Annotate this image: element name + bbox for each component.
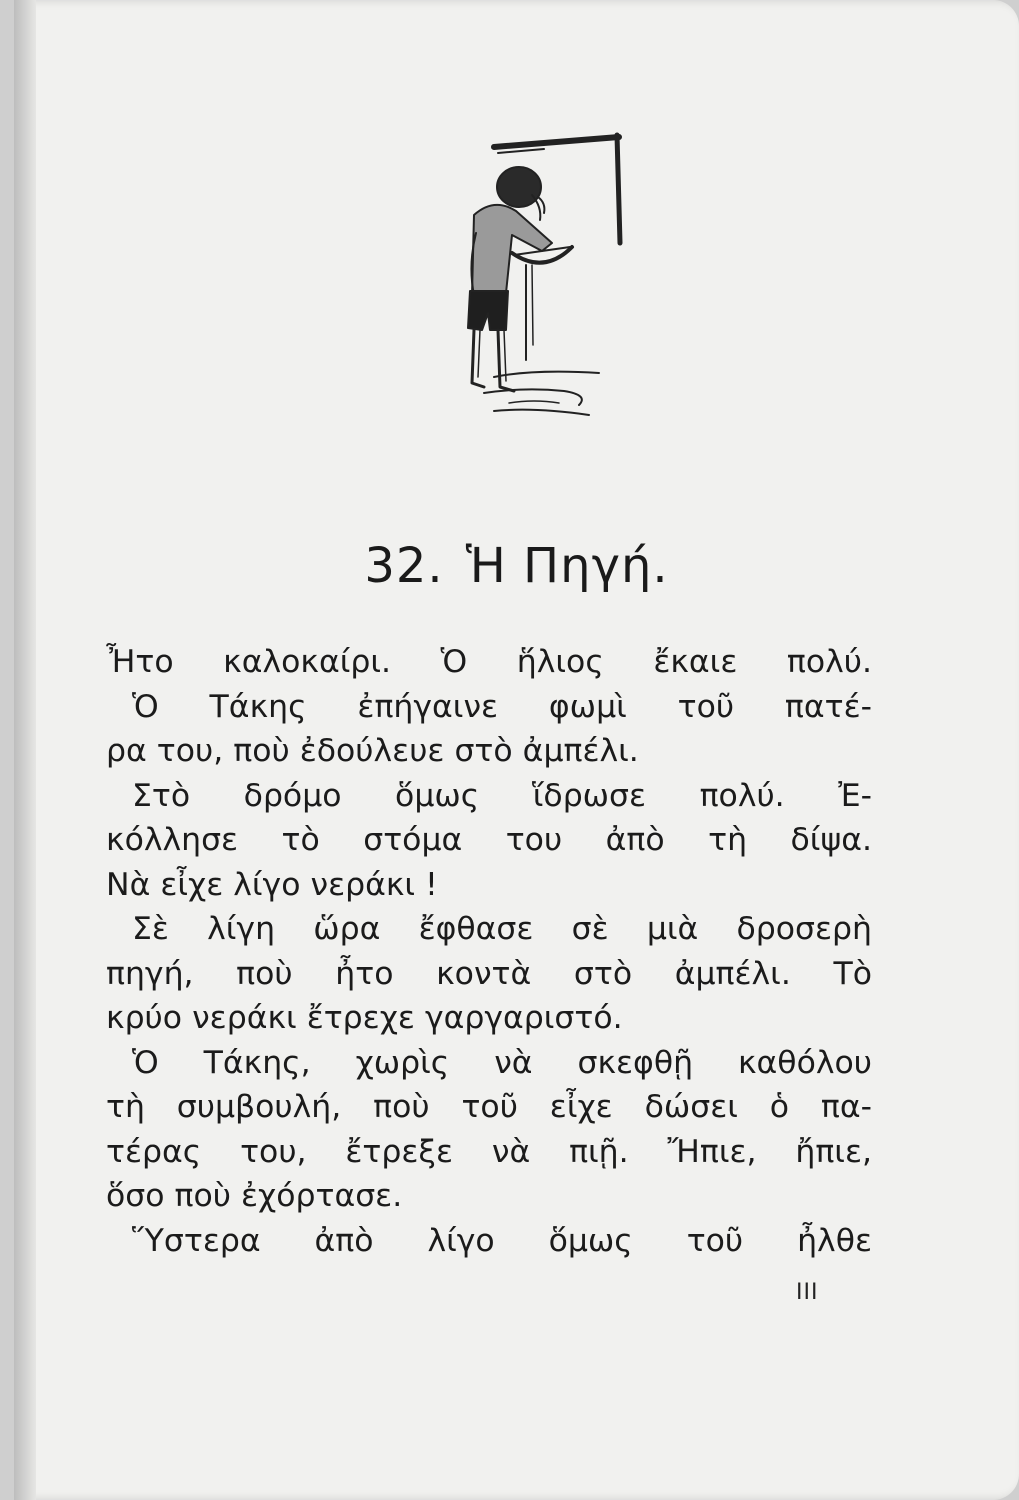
book-page: [14, 0, 1019, 1500]
text-line: Ὁ Τάκης ἐπήγαινε φωμὶ τοῦ πατέ-: [132, 688, 872, 725]
chapter-body-text: [106, 640, 872, 1263]
text-line: ὅσο ποὺ ἐχόρτασε.: [106, 1178, 403, 1214]
text-line: πηγή, ποὺ ἦτο κοντὰ στὸ ἀμπέλι. Τὸ: [106, 955, 872, 992]
text-line: Νὰ εἶχε λίγο νεράκι !: [106, 866, 438, 903]
text-line: Σὲ λίγη ὥρα ἔφθασε σὲ μιὰ δροσερὴ: [132, 911, 872, 947]
chapter-heading: [14, 538, 1019, 594]
text-line: ρα του, ποὺ ἐδούλευε στὸ ἀμπέλι.: [106, 733, 639, 769]
text-line: τέρας του, ἔτρεξε νὰ πιῇ. Ἤπιε, ἤπιε,: [106, 1133, 872, 1170]
text-line: κρύο νεράκι ἔτρεχε γαργαριστό.: [106, 1000, 623, 1036]
text-line: κόλλησε τὸ στόμα του ἀπὸ τὴ δίψα.: [106, 822, 872, 858]
text-line: τὴ συμβουλή, ποὺ τοῦ εἶχε δώσει ὁ πα-: [106, 1089, 872, 1125]
chapter-title: Ἡ Πηγή.: [465, 538, 669, 594]
chapter-number: 32.: [364, 538, 444, 594]
page-number: III: [796, 1280, 819, 1305]
text-line: Ἦτο καλοκαίρι. Ὁ ἥλιος ἔκαιε πολύ.: [106, 644, 872, 680]
page-spine: [14, 0, 36, 1500]
text-line: Στὸ δρόμο ὅμως ἵδρωσε πολύ. Ἐ-: [132, 777, 872, 814]
boy-drinking-at-fountain-illustration: [414, 125, 644, 425]
text-line: Ὕστερα ἀπὸ λίγο ὅμως τοῦ ἦλθε: [132, 1222, 872, 1259]
text-line: Ὁ Τάκης, χωρὶς νὰ σκεφθῇ καθόλου: [132, 1044, 872, 1081]
